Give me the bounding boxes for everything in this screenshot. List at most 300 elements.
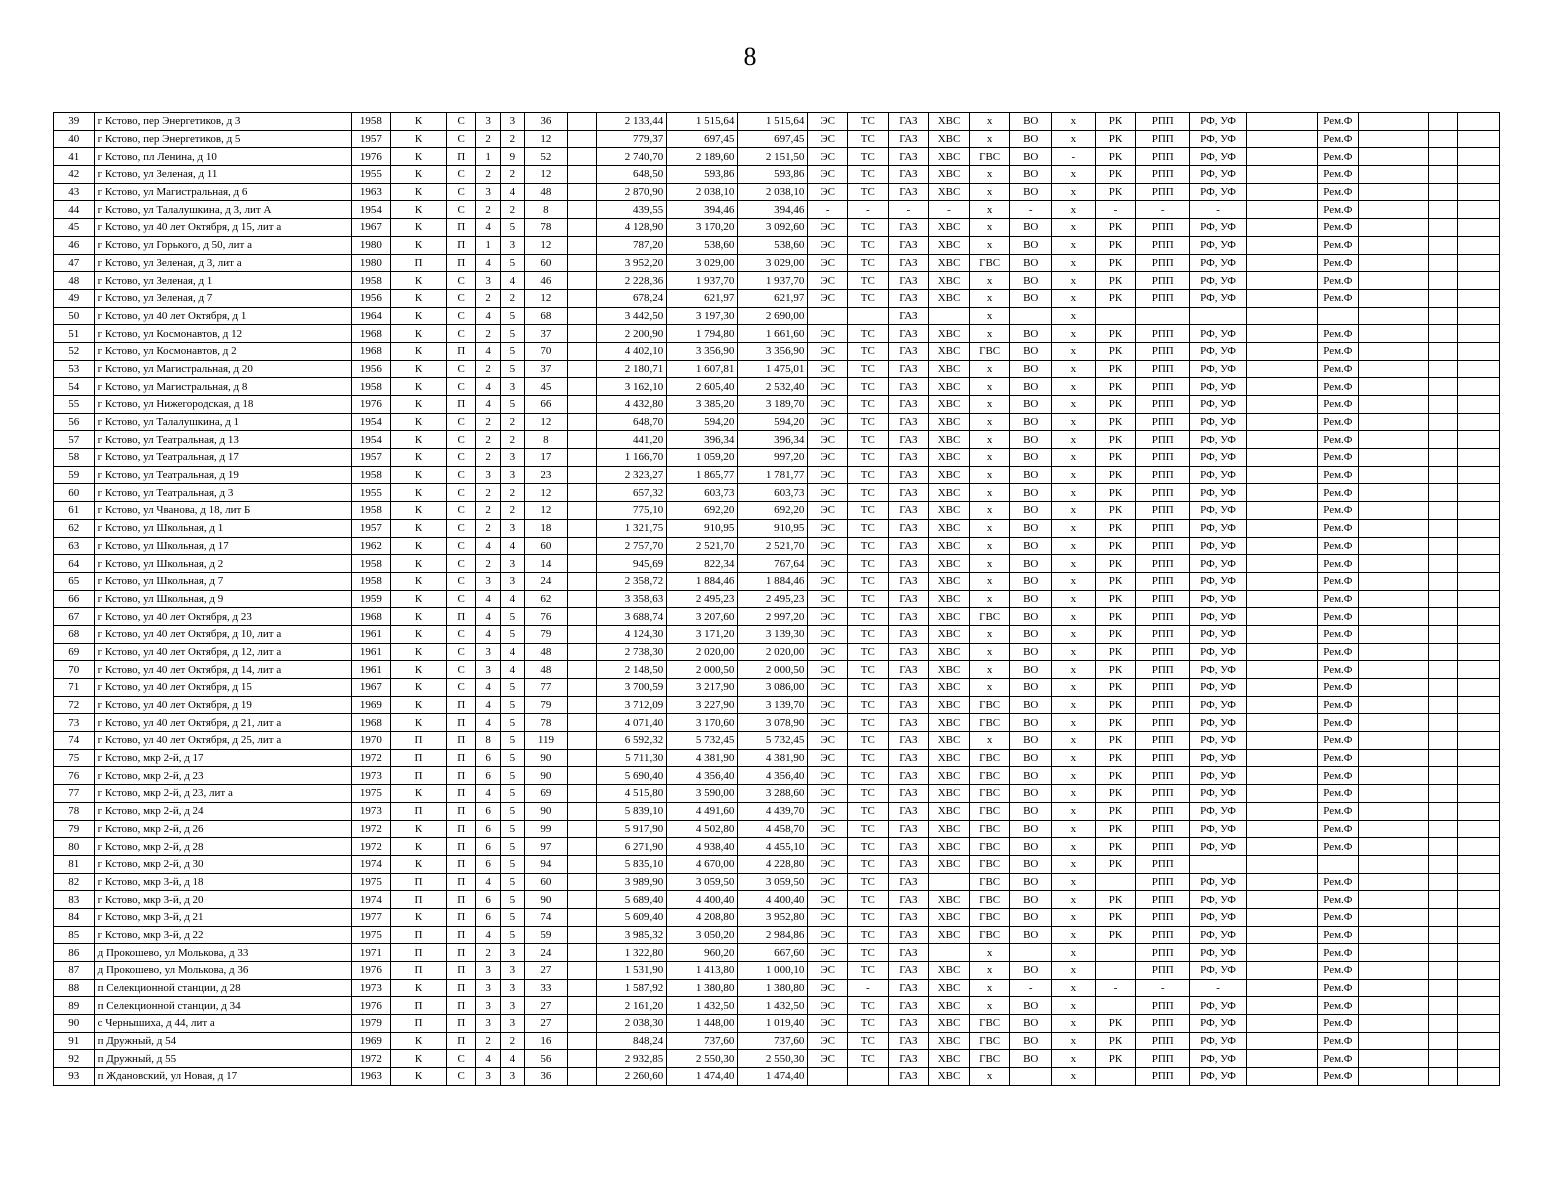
table-cell: РФ, УФ xyxy=(1190,325,1247,343)
table-cell: К xyxy=(391,714,447,732)
table-cell: 1964 xyxy=(351,307,391,325)
table-cell: 4 xyxy=(476,785,500,803)
table-cell: РПП xyxy=(1136,1068,1190,1086)
table-cell: РФ, УФ xyxy=(1190,873,1247,891)
table-cell: 5 839,10 xyxy=(597,802,667,820)
table-cell xyxy=(1428,820,1457,838)
table-row xyxy=(54,289,1500,307)
table-cell xyxy=(1246,625,1317,643)
table-cell: Рем.Ф xyxy=(1318,696,1359,714)
table-cell xyxy=(567,1050,596,1068)
table-cell: РПП xyxy=(1136,519,1190,537)
table-cell: РПП xyxy=(1136,838,1190,856)
table-cell: ХВС xyxy=(929,855,970,873)
table-cell: г Кстово, мкр 2-й, д 24 xyxy=(94,802,351,820)
table-cell: 5 xyxy=(500,926,524,944)
table-row xyxy=(54,360,1500,378)
table-cell: Рем.Ф xyxy=(1318,378,1359,396)
table-cell: 1970 xyxy=(351,732,391,750)
table-cell: С xyxy=(446,537,475,555)
table-cell: 2 997,20 xyxy=(738,608,808,626)
table-cell: ТС xyxy=(847,1050,888,1068)
table-cell: 1979 xyxy=(351,1015,391,1033)
table-row xyxy=(54,1015,1500,1033)
table-cell xyxy=(567,113,596,131)
table-cell: 1 000,10 xyxy=(738,962,808,980)
table-cell xyxy=(1358,449,1428,467)
table-cell: 603,73 xyxy=(667,484,738,502)
table-cell: РК xyxy=(1095,378,1136,396)
table-cell: Рем.Ф xyxy=(1318,926,1359,944)
table-row xyxy=(54,767,1500,785)
table-cell: х xyxy=(1052,908,1096,926)
table-cell: ВО xyxy=(1010,519,1052,537)
table-cell: ХВС xyxy=(929,166,970,184)
table-cell: 36 xyxy=(525,1068,568,1086)
table-cell: ТС xyxy=(847,166,888,184)
table-cell: П xyxy=(391,767,447,785)
table-cell: ЭС xyxy=(808,820,848,838)
table-cell: 1961 xyxy=(351,661,391,679)
table-cell: 1 474,40 xyxy=(667,1068,738,1086)
table-cell: 4 432,80 xyxy=(597,396,667,414)
table-cell: 621,97 xyxy=(738,289,808,307)
table-cell: х xyxy=(969,519,1010,537)
table-cell: РПП xyxy=(1136,785,1190,803)
table-cell xyxy=(1246,148,1317,166)
table-cell xyxy=(1458,1050,1500,1068)
table-cell xyxy=(1358,926,1428,944)
table-cell: 4 xyxy=(476,219,500,237)
table-cell: ГАЗ xyxy=(888,908,929,926)
table-cell: ЭС xyxy=(808,908,848,926)
table-cell: 1980 xyxy=(351,254,391,272)
table-cell: 394,46 xyxy=(667,201,738,219)
table-cell: 1973 xyxy=(351,802,391,820)
table-cell: ХВС xyxy=(929,926,970,944)
table-cell: РК xyxy=(1095,431,1136,449)
table-cell: ГАЗ xyxy=(888,696,929,714)
table-cell xyxy=(1010,944,1052,962)
table-cell: ТС xyxy=(847,449,888,467)
table-cell xyxy=(1358,944,1428,962)
table-cell: 1975 xyxy=(351,873,391,891)
table-cell xyxy=(567,166,596,184)
table-cell: ЭС xyxy=(808,519,848,537)
table-cell: 59 xyxy=(54,466,95,484)
table-cell: ТС xyxy=(847,148,888,166)
table-cell xyxy=(1428,572,1457,590)
table-cell: РК xyxy=(1095,838,1136,856)
table-cell: х xyxy=(1052,838,1096,856)
table-cell xyxy=(1358,908,1428,926)
table-cell: г Кстово, ул Школьная, д 2 xyxy=(94,555,351,573)
table-cell: П xyxy=(446,148,475,166)
table-cell: 50 xyxy=(54,307,95,325)
table-cell: 3 xyxy=(500,378,524,396)
table-cell: г Кстово, ул Театральная, д 19 xyxy=(94,466,351,484)
table-cell: РПП xyxy=(1136,590,1190,608)
table-cell: 2 870,90 xyxy=(597,183,667,201)
table-cell: 441,20 xyxy=(597,431,667,449)
table-cell xyxy=(1095,997,1136,1015)
table-cell: РПП xyxy=(1136,643,1190,661)
table-cell: ГВС xyxy=(969,838,1010,856)
table-cell: г Кстово, мкр 2-й, д 17 xyxy=(94,749,351,767)
table-cell: Рем.Ф xyxy=(1318,342,1359,360)
table-cell: 1955 xyxy=(351,166,391,184)
table-cell xyxy=(1246,608,1317,626)
table-cell: - xyxy=(1190,979,1247,997)
table-cell: 4 491,60 xyxy=(667,802,738,820)
table-row xyxy=(54,820,1500,838)
table-cell: 3 590,00 xyxy=(667,785,738,803)
table-cell xyxy=(567,838,596,856)
table-cell: РПП xyxy=(1136,855,1190,873)
table-cell: г Кстово, ул Магистральная, д 20 xyxy=(94,360,351,378)
table-cell: 46 xyxy=(525,272,568,290)
table-cell xyxy=(1358,643,1428,661)
table-cell: 6 592,32 xyxy=(597,732,667,750)
table-cell: 3 086,00 xyxy=(738,679,808,697)
table-cell: Рем.Ф xyxy=(1318,113,1359,131)
table-cell: ХВС xyxy=(929,1068,970,1086)
table-cell: 6 xyxy=(476,749,500,767)
table-cell xyxy=(1318,855,1359,873)
table-cell: 1 531,90 xyxy=(597,962,667,980)
table-cell: 5 835,10 xyxy=(597,855,667,873)
table-cell: 5 xyxy=(500,325,524,343)
table-cell: ВО xyxy=(1010,183,1052,201)
table-cell xyxy=(567,342,596,360)
table-cell xyxy=(1358,113,1428,131)
table-cell: ТС xyxy=(847,254,888,272)
table-cell: РФ, УФ xyxy=(1190,838,1247,856)
table-cell: ВО xyxy=(1010,484,1052,502)
table-cell xyxy=(1428,785,1457,803)
table-cell: 2 521,70 xyxy=(738,537,808,555)
table-cell: х xyxy=(1052,820,1096,838)
table-cell: 3 xyxy=(500,466,524,484)
table-cell: 3 xyxy=(500,236,524,254)
table-cell: ХВС xyxy=(929,396,970,414)
table-cell: х xyxy=(1052,431,1096,449)
table-cell xyxy=(1358,502,1428,520)
table-cell: Рем.Ф xyxy=(1318,767,1359,785)
table-cell xyxy=(1358,148,1428,166)
table-cell: ТС xyxy=(847,289,888,307)
table-cell: ХВС xyxy=(929,254,970,272)
table-cell: 2 038,10 xyxy=(667,183,738,201)
table-cell: 3 092,60 xyxy=(738,219,808,237)
table-cell: ГВС xyxy=(969,254,1010,272)
table-cell xyxy=(567,148,596,166)
table-cell: г Кстово, пл Ленина, д 10 xyxy=(94,148,351,166)
table-cell: ЭС xyxy=(808,767,848,785)
table-cell: - xyxy=(847,979,888,997)
table-cell: ХВС xyxy=(929,838,970,856)
table-cell: С xyxy=(446,555,475,573)
table-cell: Рем.Ф xyxy=(1318,289,1359,307)
table-cell: ТС xyxy=(847,325,888,343)
table-cell: х xyxy=(969,113,1010,131)
table-cell: 3 xyxy=(500,1015,524,1033)
table-cell xyxy=(1246,891,1317,909)
table-cell: РПП xyxy=(1136,289,1190,307)
table-cell: РПП xyxy=(1136,325,1190,343)
table-cell: 6 xyxy=(476,820,500,838)
table-cell: П xyxy=(446,926,475,944)
table-cell: х xyxy=(969,201,1010,219)
table-cell: 76 xyxy=(54,767,95,785)
table-cell: 80 xyxy=(54,838,95,856)
table-cell: 3 217,90 xyxy=(667,679,738,697)
table-cell: 53 xyxy=(54,360,95,378)
table-cell: х xyxy=(1052,219,1096,237)
table-cell: ГАЗ xyxy=(888,873,929,891)
table-cell: ТС xyxy=(847,873,888,891)
table-cell: ЭС xyxy=(808,1032,848,1050)
table-cell: РФ, УФ xyxy=(1190,166,1247,184)
table-cell xyxy=(1428,590,1457,608)
table-cell: 1 937,70 xyxy=(738,272,808,290)
table-cell: РФ, УФ xyxy=(1190,767,1247,785)
table-cell xyxy=(1246,254,1317,272)
table-cell: ВО xyxy=(1010,608,1052,626)
table-cell xyxy=(1458,236,1500,254)
table-cell: 2 984,86 xyxy=(738,926,808,944)
table-cell xyxy=(1428,802,1457,820)
table-cell: 2 228,36 xyxy=(597,272,667,290)
table-cell: Рем.Ф xyxy=(1318,679,1359,697)
table-cell: РК xyxy=(1095,537,1136,555)
table-cell: 3 989,90 xyxy=(597,873,667,891)
table-cell: 2 151,50 xyxy=(738,148,808,166)
table-cell xyxy=(1428,325,1457,343)
table-cell xyxy=(1458,749,1500,767)
table-cell: г Кстово, ул Нижегородская, д 18 xyxy=(94,396,351,414)
table-cell xyxy=(1246,926,1317,944)
table-cell: г Кстово, ул Талалушкина, д 1 xyxy=(94,413,351,431)
table-cell xyxy=(1358,360,1428,378)
table-cell: С xyxy=(446,130,475,148)
table-cell: 5 690,40 xyxy=(597,767,667,785)
table-cell: 4 xyxy=(476,254,500,272)
table-cell: 66 xyxy=(54,590,95,608)
table-cell: ЭС xyxy=(808,113,848,131)
table-cell xyxy=(567,130,596,148)
table-row xyxy=(54,378,1500,396)
table-cell: г Кстово, ул Зеленая, д 7 xyxy=(94,289,351,307)
table-cell: РК xyxy=(1095,519,1136,537)
table-cell: ВО xyxy=(1010,166,1052,184)
table-cell: х xyxy=(1052,130,1096,148)
table-cell xyxy=(1246,643,1317,661)
table-cell: ГАЗ xyxy=(888,431,929,449)
table-cell: РК xyxy=(1095,891,1136,909)
table-cell: 5 xyxy=(500,908,524,926)
table-cell: 3 139,70 xyxy=(738,696,808,714)
table-cell xyxy=(1428,714,1457,732)
table-cell: 5 xyxy=(500,360,524,378)
table-cell: РФ, УФ xyxy=(1190,219,1247,237)
table-cell: С xyxy=(446,449,475,467)
table-cell: 1963 xyxy=(351,1068,391,1086)
table-cell: 603,73 xyxy=(738,484,808,502)
table-cell: РФ, УФ xyxy=(1190,608,1247,626)
table-cell xyxy=(567,466,596,484)
table-cell: 5 xyxy=(500,732,524,750)
table-cell: П xyxy=(446,1015,475,1033)
table-cell: ХВС xyxy=(929,590,970,608)
table-cell: Рем.Ф xyxy=(1318,413,1359,431)
table-cell xyxy=(1428,342,1457,360)
table-cell: РПП xyxy=(1136,484,1190,502)
table-cell: ГВС xyxy=(969,767,1010,785)
table-cell: П xyxy=(446,1032,475,1050)
table-cell xyxy=(1358,289,1428,307)
table-cell xyxy=(1428,396,1457,414)
table-cell: ГВС xyxy=(969,802,1010,820)
table-cell: ГВС xyxy=(969,785,1010,803)
table-cell: ТС xyxy=(847,926,888,944)
table-cell: РПП xyxy=(1136,272,1190,290)
table-cell xyxy=(1458,484,1500,502)
table-cell: х xyxy=(1052,236,1096,254)
table-cell: К xyxy=(391,1050,447,1068)
table-cell: ГАЗ xyxy=(888,519,929,537)
table-cell: РФ, УФ xyxy=(1190,820,1247,838)
table-cell: 6 xyxy=(476,838,500,856)
table-cell: 594,20 xyxy=(667,413,738,431)
table-cell: 4 381,90 xyxy=(738,749,808,767)
table-cell: ТС xyxy=(847,537,888,555)
table-cell: 3 356,90 xyxy=(667,342,738,360)
table-cell: х xyxy=(1052,873,1096,891)
table-cell: 1958 xyxy=(351,555,391,573)
table-cell: ВО xyxy=(1010,855,1052,873)
table-cell: РПП xyxy=(1136,891,1190,909)
table-cell: 12 xyxy=(525,166,568,184)
table-cell: К xyxy=(391,431,447,449)
table-cell: 3 xyxy=(476,979,500,997)
table-cell: 2 xyxy=(500,201,524,219)
table-cell xyxy=(1246,166,1317,184)
table-cell: П xyxy=(446,873,475,891)
table-cell: 1975 xyxy=(351,785,391,803)
table-cell: х xyxy=(1052,289,1096,307)
table-cell: Рем.Ф xyxy=(1318,838,1359,856)
table-cell: 78 xyxy=(525,219,568,237)
table-cell: 77 xyxy=(54,785,95,803)
table-cell: ЭС xyxy=(808,1050,848,1068)
table-cell: 48 xyxy=(525,661,568,679)
table-cell: 97 xyxy=(525,838,568,856)
table-cell: К xyxy=(391,661,447,679)
table-cell: РПП xyxy=(1136,679,1190,697)
table-cell: ВО xyxy=(1010,502,1052,520)
table-cell: ХВС xyxy=(929,130,970,148)
table-cell xyxy=(1358,1015,1428,1033)
table-cell: г Кстово, пер Энергетиков, д 5 xyxy=(94,130,351,148)
table-cell: ГАЗ xyxy=(888,360,929,378)
table-cell: Рем.Ф xyxy=(1318,908,1359,926)
table-cell: х xyxy=(1052,891,1096,909)
table-cell xyxy=(1246,555,1317,573)
table-cell: х xyxy=(1052,555,1096,573)
table-cell xyxy=(1246,855,1317,873)
table-cell: 4 xyxy=(476,590,500,608)
table-cell: ТС xyxy=(847,838,888,856)
table-cell: ЭС xyxy=(808,484,848,502)
table-cell: 1 884,46 xyxy=(738,572,808,590)
table-cell: г Кстово, ул Школьная, д 9 xyxy=(94,590,351,608)
table-cell: 8 xyxy=(525,201,568,219)
table-cell xyxy=(567,997,596,1015)
table-cell: 72 xyxy=(54,696,95,714)
table-cell: 12 xyxy=(525,413,568,431)
table-cell: ТС xyxy=(847,502,888,520)
table-cell xyxy=(1358,484,1428,502)
table-cell: РПП xyxy=(1136,962,1190,980)
table-cell: х xyxy=(1052,413,1096,431)
table-cell xyxy=(1246,661,1317,679)
table-cell: 3 078,90 xyxy=(738,714,808,732)
table-cell: ТС xyxy=(847,679,888,697)
table-cell: - xyxy=(1095,979,1136,997)
table-cell xyxy=(1246,307,1317,325)
table-cell: ЭС xyxy=(808,625,848,643)
table-cell: ВО xyxy=(1010,130,1052,148)
table-cell: - xyxy=(1052,148,1096,166)
table-cell xyxy=(1246,396,1317,414)
table-cell xyxy=(808,1068,848,1086)
table-cell xyxy=(1246,325,1317,343)
table-cell: 4 502,80 xyxy=(667,820,738,838)
table-cell: 60 xyxy=(54,484,95,502)
table-cell: РФ, УФ xyxy=(1190,1032,1247,1050)
table-cell: 4 xyxy=(500,1050,524,1068)
table-cell: ГВС xyxy=(969,148,1010,166)
table-cell: РПП xyxy=(1136,997,1190,1015)
table-cell: 1968 xyxy=(351,325,391,343)
table-cell: ГВС xyxy=(969,820,1010,838)
table-cell: П xyxy=(391,732,447,750)
table-cell xyxy=(1458,679,1500,697)
table-cell: 960,20 xyxy=(667,944,738,962)
table-cell: 2 xyxy=(500,289,524,307)
table-cell: х xyxy=(969,679,1010,697)
table-row xyxy=(54,679,1500,697)
table-cell xyxy=(1458,449,1500,467)
table-row xyxy=(54,944,1500,962)
table-cell: РПП xyxy=(1136,608,1190,626)
table-row xyxy=(54,449,1500,467)
table-cell: 4 xyxy=(500,537,524,555)
table-cell: Рем.Ф xyxy=(1318,325,1359,343)
table-cell xyxy=(567,254,596,272)
table-cell xyxy=(567,785,596,803)
table-row xyxy=(54,502,1500,520)
table-cell: п Ждановский, ул Новая, д 17 xyxy=(94,1068,351,1086)
table-cell xyxy=(1428,272,1457,290)
table-cell: 3 029,00 xyxy=(667,254,738,272)
table-cell: ВО xyxy=(1010,891,1052,909)
table-cell: х xyxy=(1052,785,1096,803)
table-cell: РФ, УФ xyxy=(1190,113,1247,131)
table-cell: 2 323,27 xyxy=(597,466,667,484)
table-cell xyxy=(1358,820,1428,838)
